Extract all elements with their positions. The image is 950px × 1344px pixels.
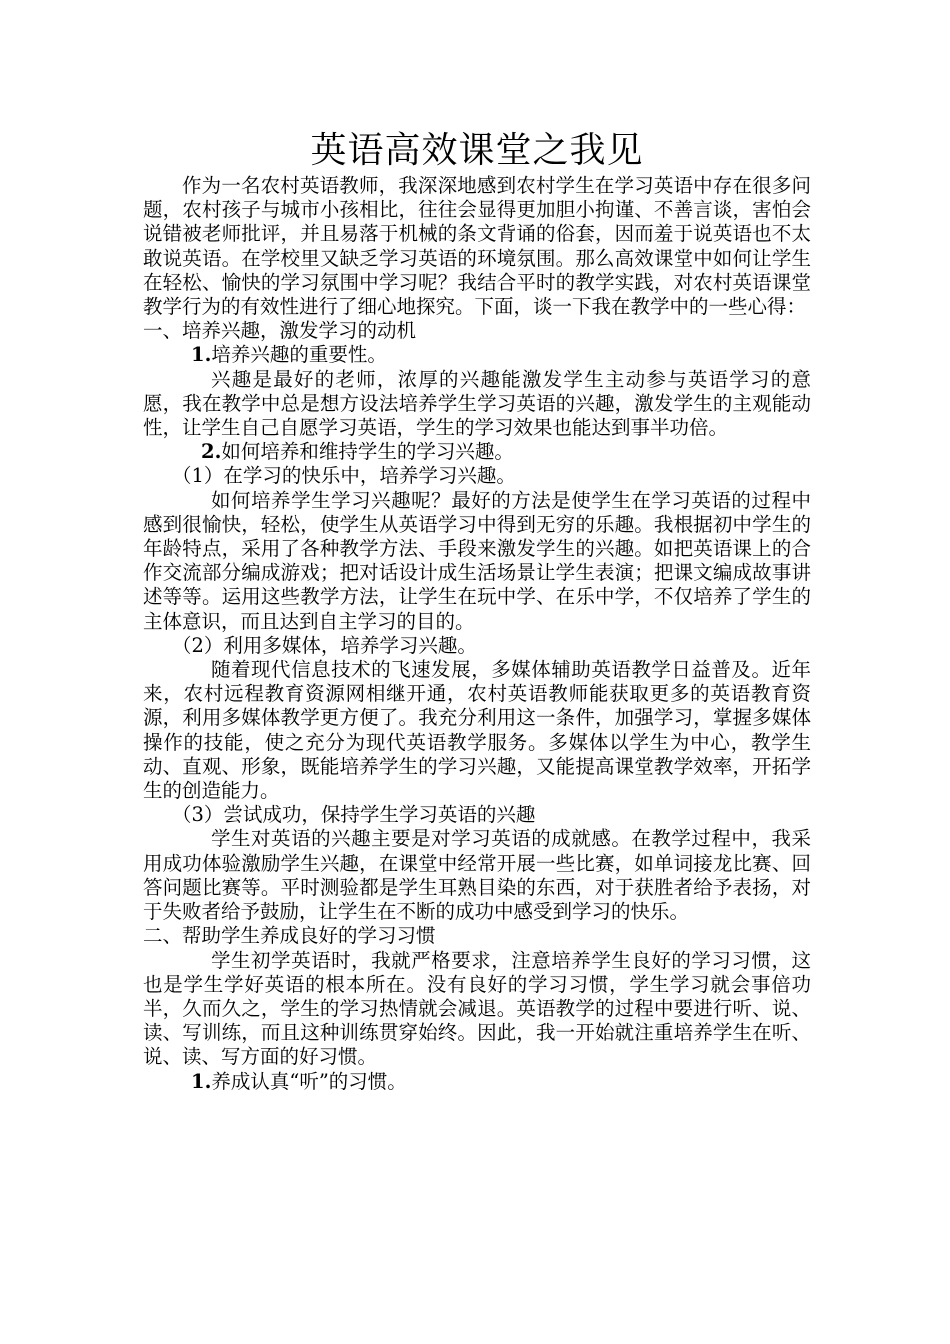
subsection1-paragraph: 如何培养学生学习兴趣呢？最好的方法是使学生在学习英语的过程中感到很愉快，轻松，使学生从英语学习中得到无穷的乐趣。我根据初中学生的年龄特点，采用了各种教学方法、手段来激发学生的兴趣。如把英语课上的合作交流部分编成游戏；把对话设计成生活场景让学生表演；把课文编成故事讲述等等。运用这些教学方法，让学生在玩中学、在乐中学，不仅培养了学生的主体意识，而且达到自主学习的目的。 [143, 488, 811, 633]
document-title: 英语高效课堂之我见 [310, 130, 644, 171]
section1-item2-heading [143, 440, 811, 464]
section1-item1-paragraph: 兴趣是最好的老师，浓厚的兴趣能激发学生主动参与英语学习的意愿，我在教学中总是想方设法培养学生学习英语的兴趣，激发学生的主观能动性，让学生自己自愿学习英语，学生的学习效果也能达到事半功倍。 [143, 367, 811, 440]
subsection3-heading: （3）尝试成功，保持学生学习英语的兴趣 [172, 803, 536, 827]
section2-paragraph: 学生初学英语时，我就严格要求，注意培养学生良好的学习习惯，这也是学生学好英语的根本所在。没有良好的学习习惯，学生学习就会事倍功半，久而久之，学生的学习热情就会减退。英语教学的过程中要进行听、说、读、写训练，而且这种训练贯穿始终。因此，我一开始就注重培养学生在听、说、读、写方面的好习惯。 [143, 948, 811, 1069]
intro-paragraph: 作为一名农村英语教师，我深深地感到农村学生在学习英语中存在很多问题，农村孩子与城市小孩相比，往往会显得更加胆小拘谨、不善言谈，害怕会说错被老师批评，并且易落于机械的条文背诵的俗套，因而羞于说英语也不太敢说英语。在学校里又缺乏学习英语的环境氛围。那么高效课堂中如何让学生在轻松、愉快的学习氛围中学习呢？我结合平时的教学实践，对农村英语课堂教学行为的有效性进行了细心地探究。下面，谈一下我在教学中的一些心得： [143, 174, 811, 319]
section2-heading: 二、帮助学生养成良好的学习习惯 [143, 924, 436, 948]
section2-item1-number: 1. [191, 1069, 212, 1093]
document-page [143, 128, 811, 1094]
section1-item2-number: 2. [201, 440, 222, 464]
section2-item1-text: 养成认真“听”的习惯。 [211, 1069, 407, 1093]
section1-item1-heading [143, 343, 811, 367]
subsection2-paragraph: 随着现代信息技术的飞速发展，多媒体辅助英语教学日益普及。近年来，农村远程教育资源网相继开通，农村英语教师能获取更多的英语教育资源，利用多媒体教学更方便了。我充分利用这一条件，加强学习，掌握多媒体操作的技能，使之充分为现代英语教学服务。多媒体以学生为中心，教学生动、直观、形象，既能培养学生的学习兴趣，又能提高课堂教学效率，开拓学生的创造能力。 [143, 658, 811, 803]
subsection3-paragraph: 学生对英语的兴趣主要是对学习英语的成就感。在教学过程中，我采用成功体验激励学生兴趣，在课堂中经常开展一些比赛，如单词接龙比赛、回答问题比赛等。平时测验都是学生耳熟目染的东西，对于获胜者给予表扬，对于失败者给予鼓励，让学生在不断的成功中感受到学习的快乐。 [143, 827, 811, 924]
section1-item1-number: 1. [191, 343, 212, 367]
subsection2-heading: （2）利用多媒体，培养学习兴趣。 [172, 633, 477, 657]
subsection1-heading: （1）在学习的快乐中，培养学习兴趣。 [172, 464, 516, 488]
section1-heading: 一、培养兴趣，激发学习的动机 [143, 319, 417, 343]
section2-item1-heading [143, 1070, 811, 1094]
section1-item1-text: 培养兴趣的重要性。 [211, 343, 387, 367]
section1-item2-text: 如何培养和维持学生的学习兴趣。 [221, 440, 514, 464]
